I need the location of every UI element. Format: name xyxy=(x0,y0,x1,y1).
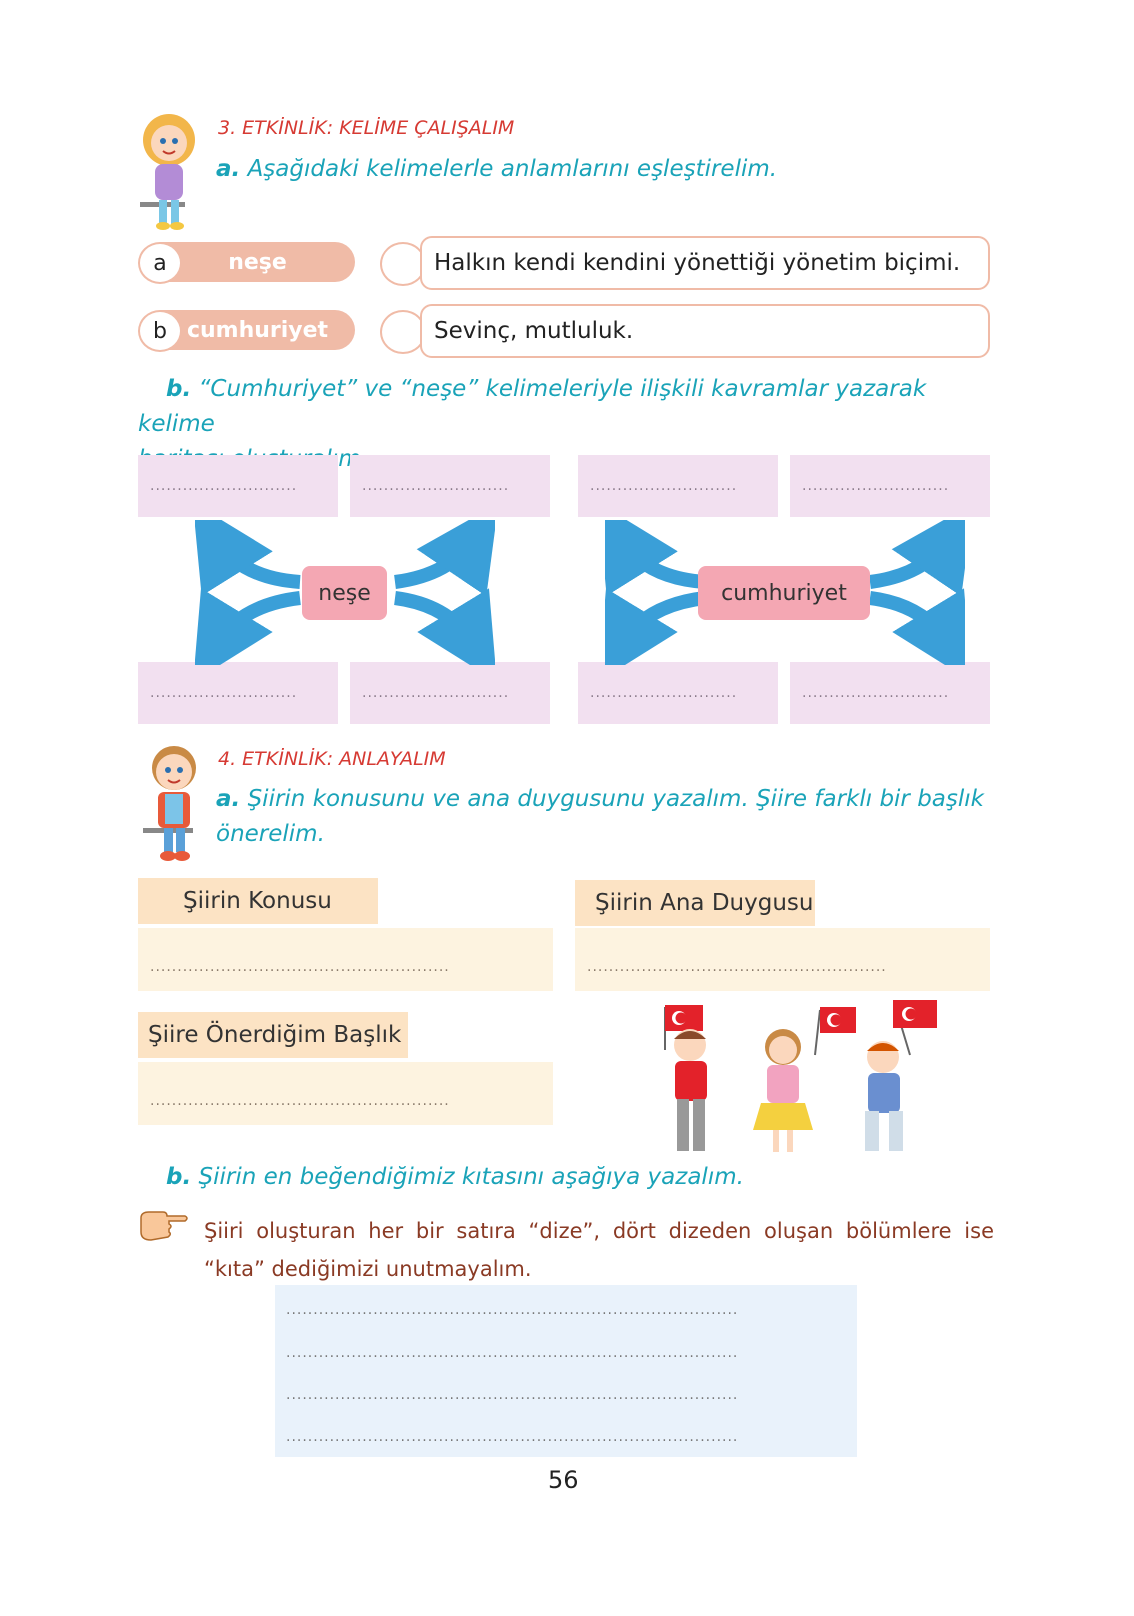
word-pill-nese xyxy=(160,242,355,282)
arrow-down-left xyxy=(620,598,705,646)
word-letter-b: b xyxy=(138,310,182,352)
verse-line-4[interactable]: ................................................................................... xyxy=(286,1429,739,1445)
verse-line-3[interactable]: ................................................................................... xyxy=(286,1387,739,1403)
activity4-question-a xyxy=(216,782,996,852)
question-text-line1: “Cumhuriyet” ve “neşe” kelimeleriyle ilişkili kavramlar yazarak kelime xyxy=(138,376,927,437)
label-suggested-title: Şiire Önerdiğim Başlık xyxy=(138,1012,408,1058)
arrow-up-right xyxy=(870,538,950,582)
turkish-flag-icon xyxy=(893,1000,937,1055)
activity4-question-b xyxy=(166,1160,744,1195)
arrow-down-right xyxy=(870,598,950,646)
meaning-box-1: Halkın kendi kendini yönettiği yönetim biçimi. xyxy=(420,236,990,290)
map-blank-box[interactable]: ........................... xyxy=(578,662,778,724)
word-label: neşe xyxy=(228,249,287,275)
verse-line-2[interactable]: ................................................................................... xyxy=(286,1345,739,1361)
activity3-title: 3. ETKİNLİK: KELİME ÇALIŞALIM xyxy=(218,117,515,139)
turkish-flag-icon xyxy=(815,1007,856,1055)
map-blank-box[interactable]: ........................... xyxy=(138,455,338,517)
meaning-box-2: Sevinç, mutluluk. xyxy=(420,304,990,358)
answer-box-topic[interactable]: ....................................................... xyxy=(138,928,553,991)
question-text: Şiirin en beğendiğimiz kıtasını aşağıya yazalım. xyxy=(198,1164,744,1190)
verse-line-1[interactable]: ................................................................................... xyxy=(286,1302,739,1318)
answer-box-emotion[interactable]: ....................................................... xyxy=(575,928,990,991)
question-text-line1: Şiirin konusunu ve ana duygusunu yazalım. Şiire farklı bir başlık xyxy=(247,786,984,812)
arrow-down-right xyxy=(395,598,475,646)
activity4-title: 4. ETKİNLİK: ANLAYALIM xyxy=(218,748,446,770)
arrow-down-left xyxy=(215,598,300,646)
activity3-question-a xyxy=(216,152,777,187)
map-blank-box[interactable]: ........................... xyxy=(790,455,990,517)
question-text: Aşağıdaki kelimelerle anlamlarını eşleştirelim. xyxy=(247,156,778,182)
map-blank-box[interactable]: ........................... xyxy=(350,662,550,724)
boy-character-illustration xyxy=(138,742,208,867)
arrow-up-left xyxy=(620,538,705,582)
page-number: 56 xyxy=(548,1466,579,1494)
map-center-nese: neşe xyxy=(302,566,387,620)
question-letter: a. xyxy=(216,156,241,182)
map-blank-box[interactable]: ........................... xyxy=(790,662,990,724)
arrow-up-right xyxy=(395,538,475,582)
question-letter: b. xyxy=(166,376,192,402)
word-pill-cumhuriyet xyxy=(160,310,355,350)
question-letter: b. xyxy=(166,1164,192,1190)
map-blank-box[interactable]: ........................... xyxy=(578,455,778,517)
girl-character-illustration xyxy=(135,110,205,232)
note-text xyxy=(204,1212,994,1288)
map-center-cumhuriyet: cumhuriyet xyxy=(698,566,870,620)
word-letter-a: a xyxy=(138,242,182,284)
note-line-2: “kıta” dediğimizi unutmayalım. xyxy=(204,1257,532,1281)
pointing-hand-icon xyxy=(137,1208,189,1244)
word-label: cumhuriyet xyxy=(186,317,329,343)
label-poem-topic: Şiirin Konusu xyxy=(138,878,378,924)
map-blank-box[interactable]: ........................... xyxy=(138,662,338,724)
question-letter: a. xyxy=(216,786,241,812)
question-text-line2: önerelim. xyxy=(216,821,325,847)
children-with-flags-illustration xyxy=(655,995,955,1160)
arrow-up-left xyxy=(215,538,300,582)
note-line-1: Şiiri oluşturan her bir satıra “dize”, dört dizeden oluşan bölümlere ise xyxy=(204,1219,994,1243)
answer-box-title[interactable]: ....................................................... xyxy=(138,1062,553,1125)
map-blank-box[interactable]: ........................... xyxy=(350,455,550,517)
label-poem-emotion: Şiirin Ana Duygusu xyxy=(575,880,815,926)
